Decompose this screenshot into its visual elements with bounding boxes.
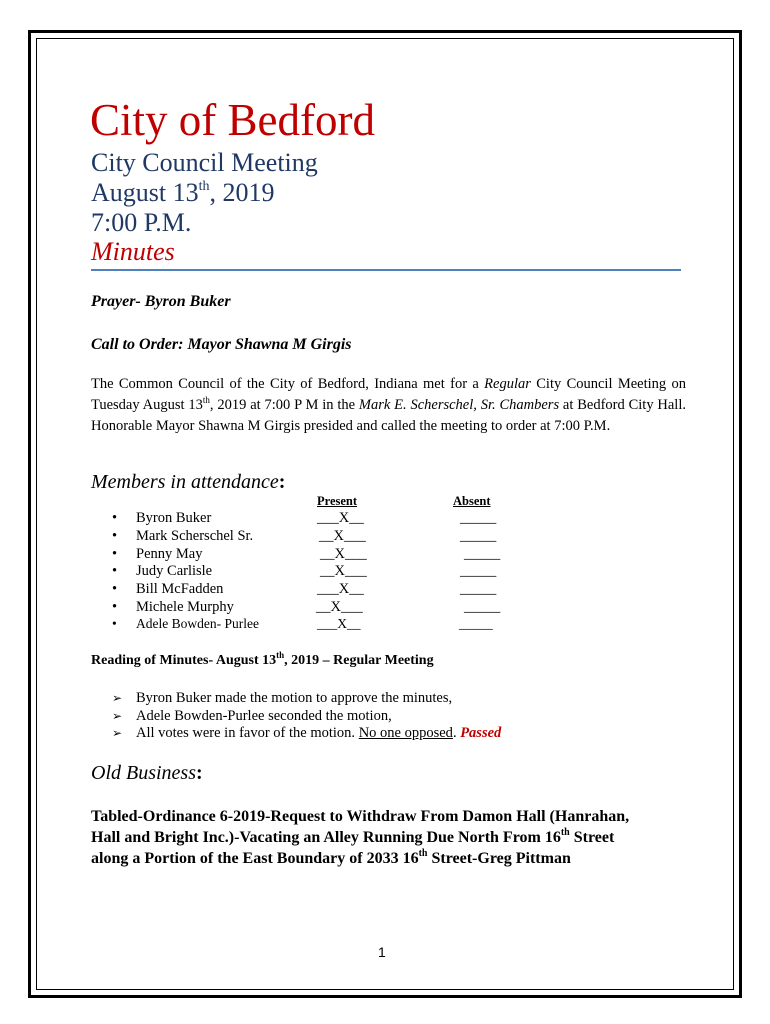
member-present: __X___ — [316, 599, 363, 615]
intro-paragraph: The Common Council of the City of Bedford, Indiana met for a Regular City Council Meeting on Tuesday August 13th, 2019 at 7:00 P M in the Mark E. Scherschel, Sr. Chambers at Bedford City Hall. Honorable Mayor Shawna M Girgis presided and called the meeting to order at 7:00 P.M. — [91, 376, 686, 434]
bullet-icon: • — [112, 528, 118, 544]
bullet-icon: • — [112, 563, 118, 579]
meeting-name: City Council Meeting — [91, 148, 318, 177]
member-name: Mark Scherschel Sr. — [136, 528, 254, 544]
meeting-date: August 13th, 2019 — [91, 178, 275, 207]
member-name: Michele Murphy — [136, 599, 234, 615]
attendance-heading: Members in attendance: — [91, 471, 286, 493]
page-number: 1 — [378, 944, 386, 960]
member-absent: _____ — [459, 616, 493, 631]
member-row — [112, 598, 532, 616]
absent-column-header: Absent — [453, 494, 491, 508]
member-present: ___X__ — [317, 616, 361, 631]
member-row — [112, 562, 532, 580]
member-absent: _____ — [460, 510, 497, 526]
member-present: __X___ — [319, 528, 366, 544]
member-absent: _____ — [460, 528, 497, 544]
member-absent: _____ — [460, 581, 497, 597]
member-row — [112, 580, 532, 598]
prayer-line: Prayer- Byron Buker — [91, 293, 231, 310]
bullet-icon: • — [112, 581, 118, 597]
bullet-icon: • — [112, 510, 118, 526]
bullet-icon: • — [112, 546, 118, 562]
minutes-label: Minutes — [91, 237, 175, 266]
member-absent: _____ — [460, 563, 497, 579]
old-business-heading: Old Business: — [91, 762, 203, 784]
passed-label: Passed — [460, 725, 502, 741]
call-to-order-line: Call to Order: Mayor Shawna M Girgis — [91, 336, 352, 353]
member-row — [112, 615, 532, 633]
bullet-icon: • — [112, 599, 118, 615]
arrow-bullet-icon: ➢ — [112, 726, 123, 740]
member-name: Judy Carlisle — [136, 563, 213, 579]
member-row — [112, 509, 532, 527]
member-present: ___X__ — [317, 510, 364, 526]
bullet-icon: • — [112, 616, 117, 631]
member-name: Adele Bowden- Purlee — [136, 616, 259, 631]
tabled-ordinance-item: Tabled-Ordinance 6-2019-Request to Withdraw From Damon Hall (Hanrahan, Hall and Bright Inc.)-Vacating an Alley Running Due North From 16th Street along a Portion of the East Boundary of 2033 16th Street-Greg Pittman — [91, 808, 630, 867]
meeting-time: 7:00 P.M. — [91, 208, 192, 237]
member-present: __X___ — [320, 546, 367, 562]
arrow-bullet-icon: ➢ — [112, 709, 123, 723]
header-rule — [91, 269, 681, 271]
member-absent: _____ — [464, 599, 501, 615]
member-present: __X___ — [320, 563, 367, 579]
member-absent: _____ — [464, 546, 501, 562]
member-name: Penny May — [136, 546, 203, 562]
member-name: Byron Buker — [136, 510, 212, 526]
member-name: Bill McFadden — [136, 581, 224, 597]
reading-of-minutes-heading: Reading of Minutes- August 13th, 2019 – Regular Meeting — [91, 650, 434, 668]
member-present: ___X__ — [317, 581, 364, 597]
document-title: City of Bedford — [90, 95, 375, 145]
member-row — [112, 545, 532, 563]
present-column-header: Present — [317, 494, 358, 508]
arrow-bullet-icon: ➢ — [112, 691, 123, 705]
member-row — [112, 527, 532, 545]
